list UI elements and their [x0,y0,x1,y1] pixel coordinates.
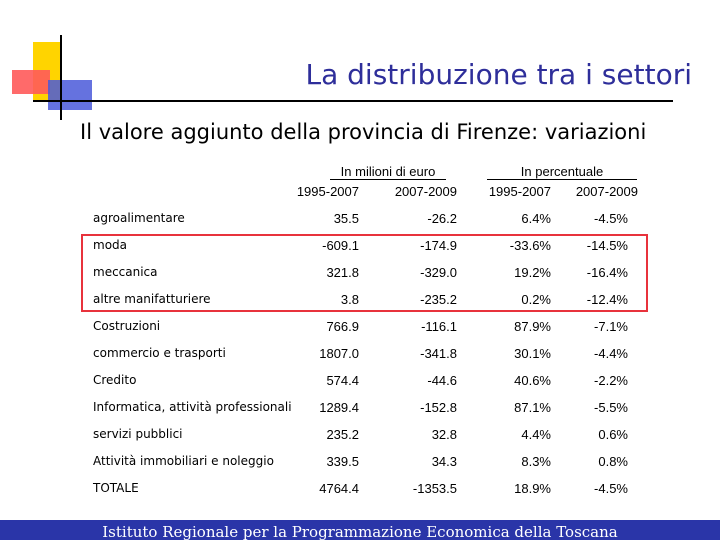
row-label: TOTALE [93,481,139,495]
value-cell: 0.2% [521,292,551,307]
value-cell: -2.2% [594,373,628,388]
group-header-percent: In percentuale [487,164,637,180]
footer-text: Istituto Regionale per la Programmazione Economica della Toscana [102,523,618,541]
value-cell: 766.9 [326,319,359,334]
decor-horizontal-line [33,100,673,102]
value-cell: -44.6 [427,373,457,388]
slide-subtitle: Il valore aggiunto della provincia di Firenze: variazioni [80,120,647,144]
value-cell: -5.5% [594,400,628,415]
row-label: Attività immobiliari e noleggio [93,454,274,468]
table-row [0,373,720,393]
row-label: meccanica [93,265,158,279]
slide-title: La distribuzione tra i settori [305,58,692,91]
value-cell: 18.9% [514,481,551,496]
value-cell: 0.8% [598,454,628,469]
table-row [0,211,720,231]
table-row [0,427,720,447]
value-cell: 6.4% [521,211,551,226]
value-cell: 8.3% [521,454,551,469]
value-cell: -16.4% [586,265,628,280]
value-cell: -14.5% [586,238,628,253]
column-header: 2007-2009 [394,184,457,199]
column-header: 1995-2007 [296,184,359,199]
value-cell: 1807.0 [319,346,359,361]
value-cell: 35.5 [333,211,359,226]
value-cell: -7.1% [594,319,628,334]
decor-red-square [12,70,50,94]
value-cell: 235.2 [326,427,359,442]
decor-blue-square [48,80,92,110]
table-row [0,238,720,258]
value-cell: -116.1 [421,319,457,334]
value-cell: -152.8 [420,400,457,415]
value-cell: -33.6% [509,238,551,253]
row-label: Costruzioni [93,319,161,333]
table-row [0,454,720,474]
value-cell: -4.5% [594,211,628,226]
value-cell: 3.8 [340,292,359,307]
row-label: agroalimentare [93,211,185,225]
value-cell: 32.8 [431,427,457,442]
value-cell: 339.5 [326,454,359,469]
value-cell: 40.6% [514,373,551,388]
value-cell: -1353.5 [412,481,457,496]
value-cell: 87.9% [514,319,551,334]
value-cell: 19.2% [514,265,551,280]
value-cell: -26.2 [427,211,457,226]
table-row [0,481,720,501]
value-cell: -341.8 [420,346,457,361]
value-cell: 0.6% [598,427,628,442]
row-label: moda [93,238,128,252]
value-cell: 34.3 [431,454,457,469]
value-cell: 321.8 [326,265,359,280]
value-cell: -235.2 [420,292,457,307]
footer-bar [0,520,720,540]
column-header: 2007-2009 [575,184,638,199]
table-row [0,319,720,339]
value-cell: -4.4% [594,346,628,361]
column-header: 1995-2007 [488,184,551,199]
group-header-euro: In milioni di euro [330,164,446,180]
value-cell: 574.4 [326,373,359,388]
row-label: Credito [93,373,137,387]
value-cell: 4.4% [521,427,551,442]
decor-vertical-line [60,35,62,120]
row-label: servizi pubblici [93,427,183,441]
value-cell: 30.1% [514,346,551,361]
value-cell: -4.5% [594,481,628,496]
value-cell: 1289.4 [319,400,359,415]
row-label: altre manifatturiere [93,292,211,306]
table-row [0,292,720,312]
value-cell: -329.0 [420,265,457,280]
value-cell: -174.9 [420,238,457,253]
table-row [0,400,720,420]
table-row [0,265,720,285]
row-label: commercio e trasporti [93,346,226,360]
value-cell: 87.1% [514,400,551,415]
table-row [0,346,720,366]
row-label: Informatica, attività professionali [93,400,292,414]
value-cell: -609.1 [322,238,359,253]
value-cell: -12.4% [586,292,628,307]
value-cell: 4764.4 [319,481,359,496]
